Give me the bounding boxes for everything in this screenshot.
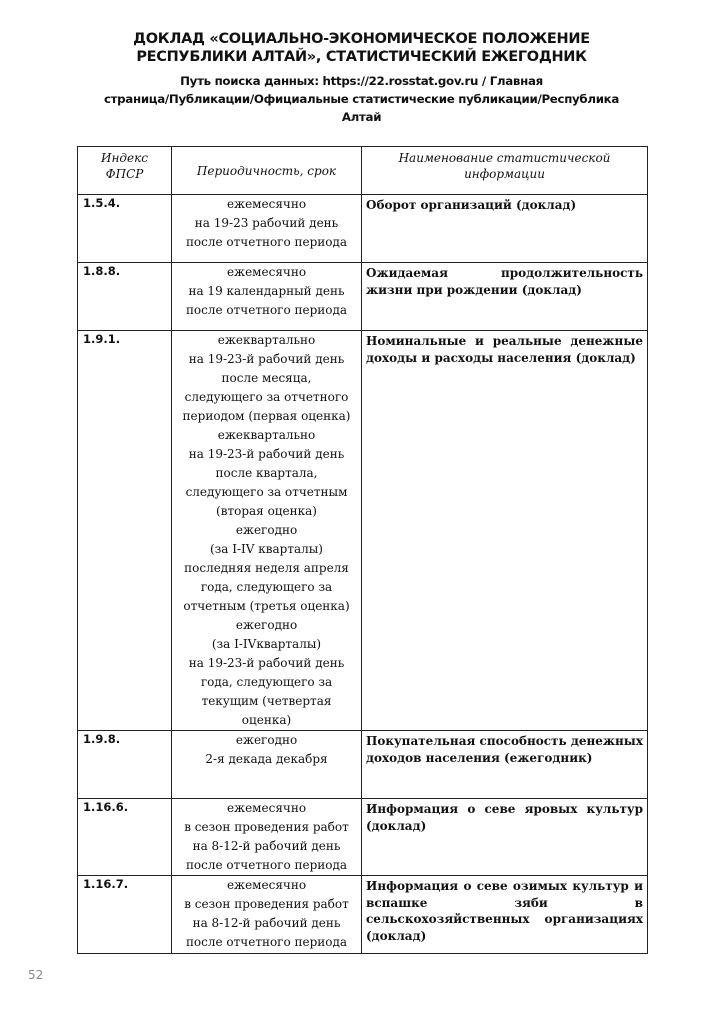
- period-line: на 19-23-й рабочий день: [188, 447, 345, 461]
- row-name: Информация о севе яровых культур (доклад): [362, 799, 648, 876]
- row-period: [172, 731, 362, 799]
- period-line: после отчетного периода: [185, 303, 348, 317]
- period-line: после отчетного периода: [185, 235, 348, 249]
- period-line: после отчетного периода: [185, 858, 348, 872]
- period-line: ежемесячно: [226, 878, 307, 892]
- period-line: после отчетного периода: [185, 935, 348, 949]
- period-line: на 8-12-й рабочий день: [192, 916, 341, 930]
- period-line: текущим (четвертая: [201, 694, 332, 708]
- period-line: в сезон проведения работ: [184, 820, 349, 834]
- period-line: после квартала,: [215, 466, 318, 480]
- period-line: следующего за отчетного: [184, 390, 349, 404]
- path-line: страница/Публикации/Официальные статистические публикации/Республика: [103, 92, 620, 106]
- period-line: ежеквартально: [217, 333, 316, 347]
- period-line: последняя неделя апреля: [184, 561, 349, 575]
- period-line: оценка): [241, 713, 292, 727]
- page-number: 52: [28, 968, 44, 982]
- period-line: в сезон проведения работ: [184, 897, 349, 911]
- row-period: [172, 876, 362, 954]
- row-index: 1.9.8.: [78, 731, 172, 799]
- period-line: ежемесячно: [226, 801, 307, 815]
- period-line: на 8-12-й рабочий день: [192, 839, 341, 853]
- row-name: Покупательная способность денежных доходов населения (ежегодник): [362, 731, 648, 799]
- table-row: [78, 876, 648, 954]
- period-line: после месяца,: [221, 371, 312, 385]
- table-row: [78, 799, 648, 876]
- row-name: Ожидаемая продолжительность жизни при рождении (доклад): [362, 263, 648, 331]
- period-line: года, следующего за: [200, 675, 333, 689]
- period-line: (за I-IVкварталы): [211, 637, 322, 651]
- period-line: периодом (первая оценка): [182, 409, 351, 423]
- period-line: (за I-IV кварталы): [210, 542, 323, 556]
- period-line: 2-я декада декабря: [205, 752, 328, 766]
- period-line: ежегодно: [235, 618, 298, 632]
- row-index: 1.16.6.: [78, 799, 172, 876]
- row-index: 1.16.7.: [78, 876, 172, 954]
- period-line: ежемесячно: [226, 197, 307, 211]
- period-line: следующего за отчетным: [185, 485, 348, 499]
- row-period: [172, 263, 362, 331]
- row-name: Информация о севе озимых культур и вспашке зяби в сельскохозяйственных организациях (доклад): [362, 876, 648, 954]
- row-index: 1.9.1.: [78, 331, 172, 731]
- row-period: [172, 799, 362, 876]
- statistics-table: [77, 146, 648, 954]
- period-line: на 19 календарный день: [188, 284, 345, 298]
- period-line: отчетным (третья оценка): [183, 599, 350, 613]
- row-period: [172, 331, 362, 731]
- row-index: 1.8.8.: [78, 263, 172, 331]
- row-period: [172, 195, 362, 263]
- title-line: РЕСПУБЛИКИ АЛТАЙ», СТАТИСТИЧЕСКИЙ ЕЖЕГОДНИК: [136, 49, 587, 65]
- period-line: ежеквартально: [217, 428, 316, 442]
- table-row: [78, 731, 648, 799]
- period-line: ежегодно: [235, 733, 298, 747]
- document-title: [60, 30, 663, 66]
- period-line: на 19-23-й рабочий день: [188, 352, 345, 366]
- table-header-row: [78, 147, 648, 195]
- period-line: на 19-23 рабочий день: [194, 216, 339, 230]
- data-path: [70, 72, 653, 126]
- title-line: ДОКЛАД «СОЦИАЛЬНО-ЭКОНОМИЧЕСКОЕ ПОЛОЖЕНИЕ: [133, 31, 590, 47]
- period-line: года, следующего за: [200, 580, 333, 594]
- period-line: (вторая оценка): [216, 504, 317, 518]
- path-line: Алтай: [341, 110, 382, 124]
- period-line: ежегодно: [235, 523, 298, 537]
- period-line: на 19-23-й рабочий день: [188, 656, 345, 670]
- header-period: Периодичность, срок: [172, 147, 362, 195]
- row-name: Оборот организаций (доклад): [362, 195, 648, 263]
- table-row: [78, 195, 648, 263]
- row-index: 1.5.4.: [78, 195, 172, 263]
- table-row: [78, 263, 648, 331]
- header-index: Индекс ФПСР: [78, 147, 172, 195]
- period-line: ежемесячно: [226, 265, 307, 279]
- header-name: Наименование статистической информации: [362, 147, 648, 195]
- row-name: Номинальные и реальные денежные доходы и расходы населения (доклад): [362, 331, 648, 731]
- path-line: Путь поиска данных: https://22.rosstat.gov.ru / Главная: [180, 74, 543, 88]
- table-row: [78, 331, 648, 731]
